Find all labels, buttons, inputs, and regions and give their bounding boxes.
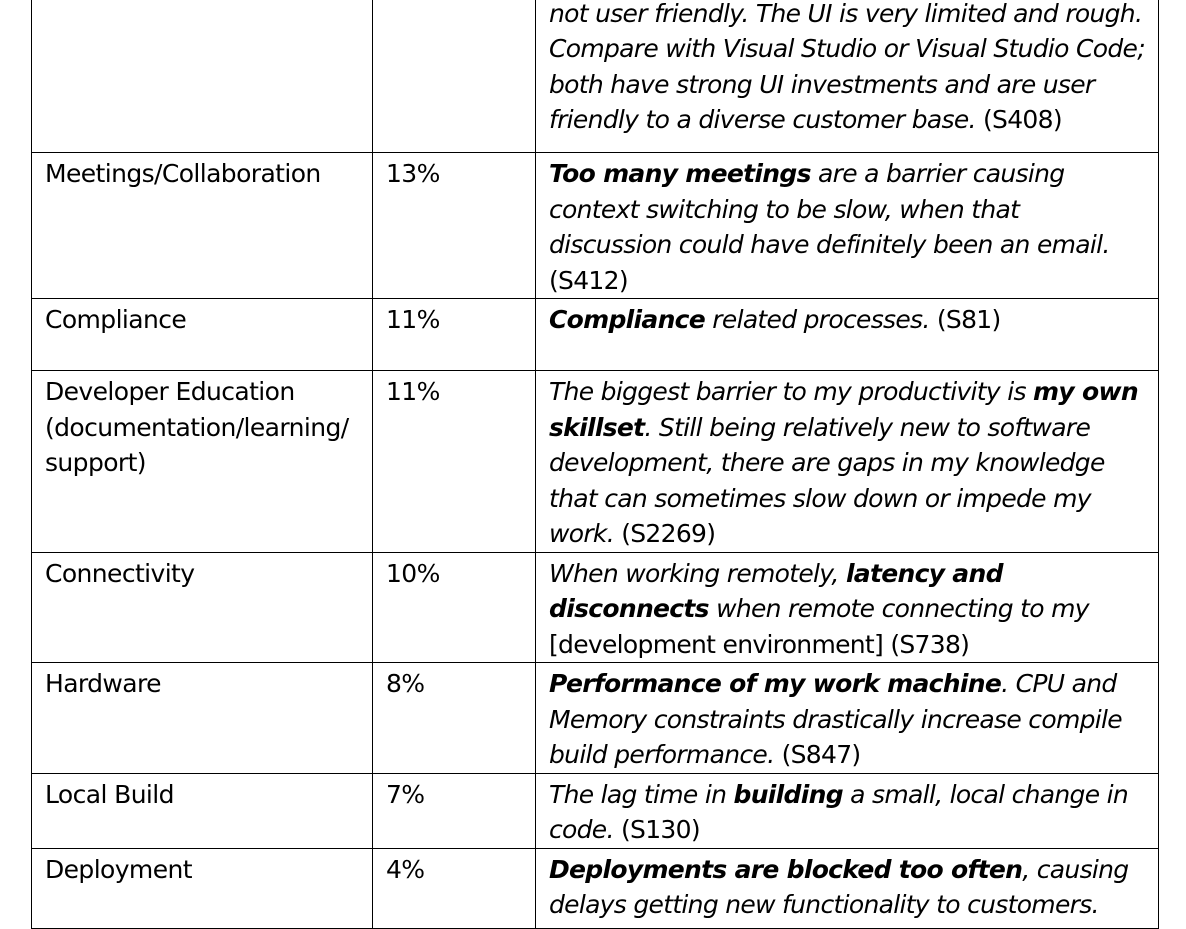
example-quote-cell — [536, 371, 1159, 553]
quote-source-id: (S130) — [620, 815, 700, 844]
category-cell: Developer Education (documentation/learning/ support) — [32, 371, 373, 553]
table-row — [32, 773, 1159, 848]
quote-text: , causing delays getting new functionality to customers. — [549, 854, 1129, 919]
percent-cell: 13% — [373, 153, 536, 299]
percent-cell: 10% — [373, 552, 536, 663]
quote-text: When working remotely, — [549, 558, 846, 588]
quote-text: related processes. — [705, 305, 937, 334]
percent-cell: 11% — [373, 299, 536, 371]
table-row — [32, 153, 1159, 299]
example-quote-cell — [536, 663, 1159, 774]
quote-emphasis: Too many meetings — [549, 159, 811, 188]
quote-text: The lag time in — [549, 779, 734, 809]
example-quote-cell — [536, 848, 1159, 928]
quote-text: The biggest barrier to my productivity is — [549, 377, 1034, 406]
quote-emphasis: Deployments are blocked too often — [549, 854, 1023, 884]
percent-cell: 11% — [373, 371, 536, 553]
quote-source-id: [development environment] (S738) — [549, 629, 970, 659]
percent-cell: 8% — [373, 663, 536, 774]
table-row — [32, 552, 1159, 663]
example-quote-cell — [536, 773, 1159, 848]
category-cell: Hardware — [32, 663, 373, 774]
quote-emphasis: building — [733, 779, 843, 809]
quote-source-id: (S847) — [781, 740, 861, 769]
quote-emphasis: Compliance — [549, 305, 706, 334]
table-row — [32, 0, 1159, 153]
quote-emphasis: Performance of my work machine — [549, 669, 1002, 698]
quote-text: when remote connecting to my — [708, 594, 1089, 623]
example-quote-cell — [536, 552, 1159, 663]
table-row — [32, 371, 1159, 553]
percent-cell: 7% — [373, 773, 536, 848]
category-cell: Meetings/Collaboration — [32, 153, 373, 299]
quote-text: are a barrier causing context switching to be slow, when that discussion could have definitely been an email. — [549, 159, 1110, 259]
quote-source-id: (S2269) — [621, 519, 716, 548]
barriers-table — [31, 0, 1159, 929]
category-cell: Deployment — [32, 848, 373, 928]
barriers-table-body — [32, 0, 1159, 928]
table-row — [32, 663, 1159, 774]
quote-text: . Still being relatively new to software development, there are gaps in my knowledge that can sometimes slow down or impede my work. — [549, 412, 1105, 548]
percent-cell: 4% — [373, 848, 536, 928]
quote-text: a small, local change in code. — [549, 779, 1129, 844]
quote-text: . CPU and Memory constraints drastically increase compile build performance. — [549, 669, 1122, 769]
table-row — [32, 848, 1159, 928]
percent-cell — [373, 0, 536, 153]
quote-text: not user friendly. The UI is very limited and rough. Compare with Visual Studio or Visual Studio Code; both have strong UI investments and are user friendly to a diverse customer base. — [549, 0, 1145, 134]
quote-source-id: (S408) — [983, 105, 1062, 134]
category-cell: Connectivity — [32, 552, 373, 663]
category-cell — [32, 0, 373, 153]
category-cell: Local Build — [32, 773, 373, 848]
example-quote-cell — [536, 0, 1159, 153]
category-cell: Compliance — [32, 299, 373, 371]
quote-emphasis: latency and disconnects — [549, 558, 1003, 623]
quote-source-id: (S81) — [936, 305, 1001, 334]
quote-emphasis: my own skillset — [549, 377, 1138, 442]
example-quote-cell — [536, 299, 1159, 371]
table-row — [32, 299, 1159, 371]
example-quote-cell — [536, 153, 1159, 299]
quote-source-id: (S412) — [549, 265, 628, 295]
